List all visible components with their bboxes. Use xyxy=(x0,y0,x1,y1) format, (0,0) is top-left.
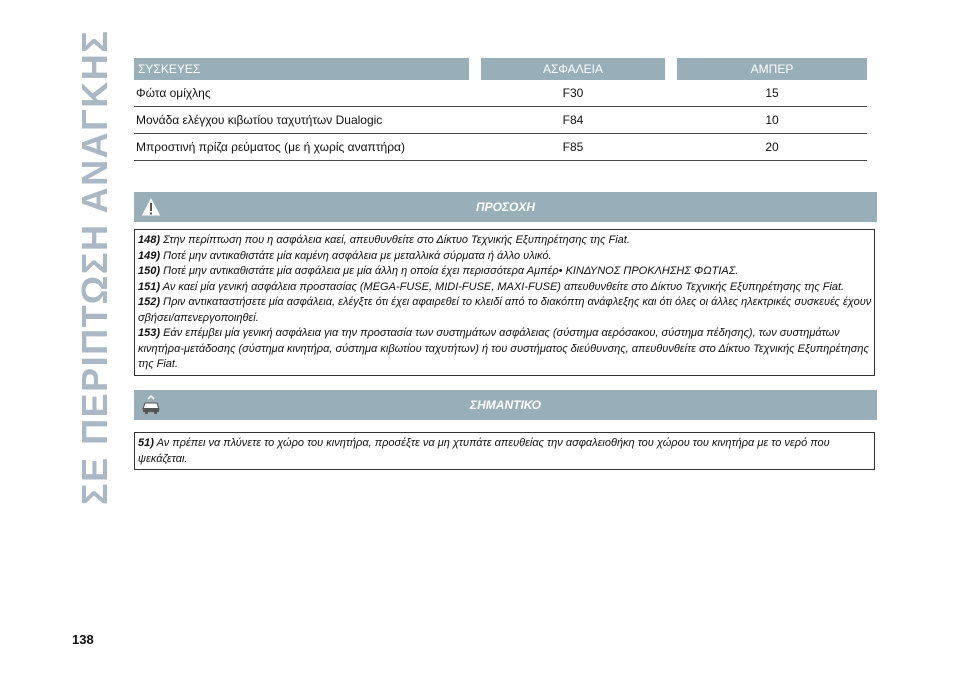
important-title: ΣΗΜΑΝΤΙΚΟ xyxy=(470,398,541,412)
item-number: 151) xyxy=(138,280,161,293)
header-amp: ΑΜΠΕΡ xyxy=(677,58,867,80)
list-item xyxy=(138,280,872,296)
item-text: Ποτέ μην αντικαθιστάτε μία καμένη ασφάλεια με μεταλλικά σύρματα ή άλλο υλικό. xyxy=(163,249,552,262)
table-row xyxy=(134,134,867,161)
list-item xyxy=(138,264,872,280)
list-item xyxy=(138,249,872,265)
item-number: 152) xyxy=(138,296,161,308)
item-number: 153) xyxy=(138,327,161,339)
table-row xyxy=(134,80,867,107)
list-item xyxy=(138,233,872,249)
cell-amp: 15 xyxy=(765,86,779,100)
item-text: Στην περίπτωση που η ασφάλεια καεί, απευθυνθείτε στο Δίκτυο Τεχνικής Εξυπηρέτησης της Fiat. xyxy=(163,234,630,246)
item-text: Εάν επέμβει μία γενική ασφάλεια για την προστασία των συστημάτων ασφάλειας (σύστημα αερόσακου, σύστημα πέδησης), των συστημάτων κινητήρα-μετάδοσης (σύστημα κινητήρα, σύστημα κιβωτίου ταχυτήτων) ή του συστήματος διεύθυνσης, απευθυνθείτε στο Δίκτυο Τεχνικής Εξυπηρέτησης της Fiat. xyxy=(138,327,869,370)
page-number: 138 xyxy=(72,632,94,647)
table-row xyxy=(134,107,867,134)
cell-fuse: F85 xyxy=(562,140,584,154)
cell-device: Φώτα ομίχλης xyxy=(136,86,211,100)
item-text: Αν πρέπει να πλύνετε το χώρο του κινητήρα, προσέξτε να μη χτυπάτε απευθείας την ασφαλειοθήκη του χώρου του κινητήρα με το νερό που ψεκάζεται. xyxy=(138,437,830,465)
item-text: Αν καεί μία γενική ασφάλεια προστασίας (MEGA-FUSE, MIDI-FUSE, MAXI-FUSE) απευθυνθείτε στο Δίκτυο Τεχνικής Εξυπηρέτησης της Fiat. xyxy=(162,280,845,293)
cell-device: Μπροστινή πρίζα ρεύματος (με ή χωρίς αναπτήρα) xyxy=(136,140,405,154)
list-item xyxy=(138,326,872,373)
cell-fuse: F30 xyxy=(562,86,584,100)
list-item xyxy=(138,295,872,326)
item-text: Ποτέ μην αντικαθιστάτε μία ασφάλεια με μία άλλη η οποία έχει περισσότερα Αμπέρ• ΚΙΝΔΥΝΟΣ ΠΡΟΚΛΗΣΗΣ ΦΩΤΙΑΣ. xyxy=(163,265,739,277)
important-header xyxy=(134,390,877,420)
item-number: 51) xyxy=(138,437,154,449)
item-number: 148) xyxy=(138,234,161,246)
warning-title: ΠΡΟΣΟΧΗ xyxy=(475,200,536,214)
item-number: 149) xyxy=(138,249,161,262)
table-header xyxy=(134,58,867,80)
cell-device: Μονάδα ελέγχου κιβωτίου ταχυτήτων Dualogic xyxy=(136,113,383,127)
cell-amp: 20 xyxy=(765,140,779,154)
header-fuse: ΑΣΦΑΛΕΙΑ xyxy=(481,58,665,80)
warning-triangle-icon xyxy=(139,195,163,219)
fuse-table xyxy=(134,58,867,161)
warning-header xyxy=(134,192,877,222)
item-text: Πριν αντικαταστήσετε μία ασφάλεια, ελέγξτε ότι έχει αφαιρεθεί το κλειδί από το διακόπτη ανάφλεξης και ότι όλες οι άλλες ηλεκτρικές συσκευές έχουν σβήσει/απενεργοποιηθεί. xyxy=(138,296,872,324)
cell-amp: 10 xyxy=(765,113,779,127)
car-service-icon xyxy=(139,393,163,417)
header-devices: ΣΥΣΚΕΥΕΣ xyxy=(134,58,469,80)
important-box xyxy=(134,432,875,470)
list-item xyxy=(138,436,872,467)
warning-box xyxy=(134,229,875,376)
section-side-title: ΣΕ ΠΕΡΙΠΤΩΣΗ ΑΝΑΓΚΗΣ xyxy=(74,29,115,505)
cell-fuse: F84 xyxy=(562,113,584,127)
item-number: 150) xyxy=(138,265,161,277)
